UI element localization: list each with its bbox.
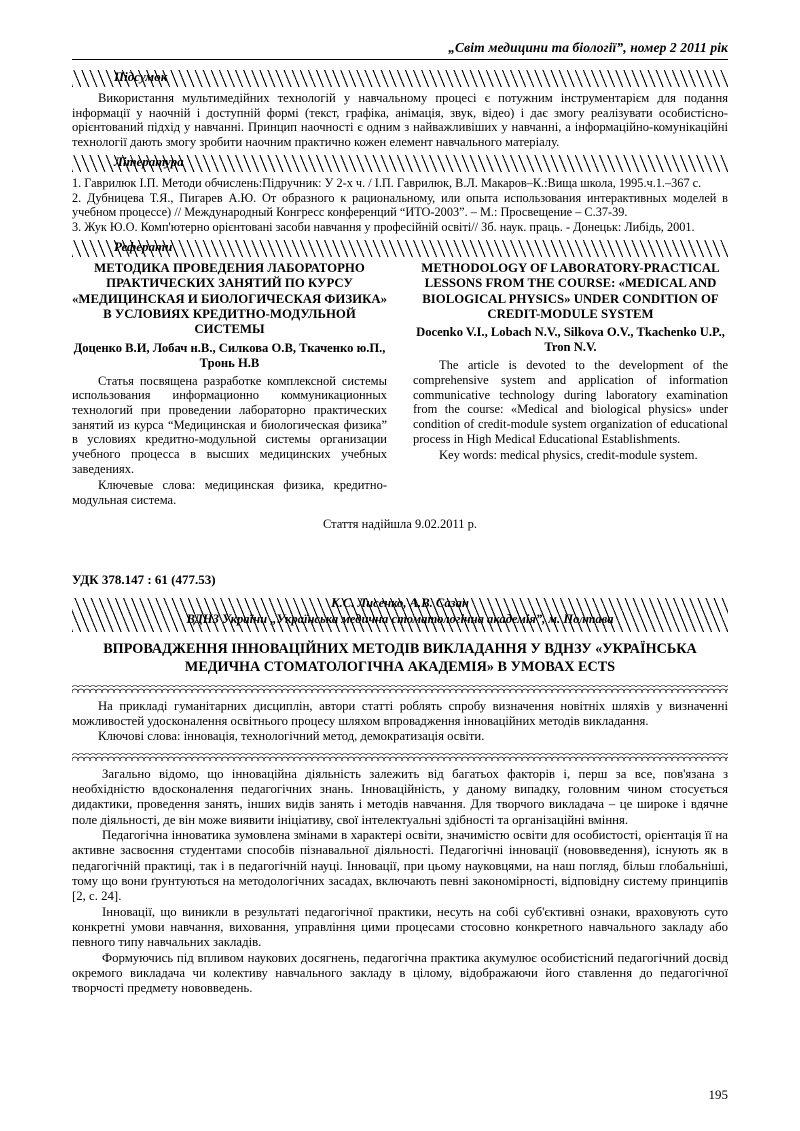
reference-item: 2. Дубницева Т.Я., Пигарев А.Ю. От образного к рациональному, или опыта использования интерактивных моделей в учебном процессе) // Международный Конгресс конференций “ИТО-2003”. – М.: Просвещение – С.37-39. [72,190,728,220]
body-paragraph: Педагогічна інноватика зумовлена змінами в характері освіти, значимістю освіти для особистості, орієнтація її на активне засвоєння студентами способів пізнавальної діяльності. Педагогічні інновації (нововведення), існують як в педагогічній практиці, так і в педагогічній науці. Інновації, при цьому науковцями, на наш погляд, більш глобальніші, тому що вони ґрунтуються на методологічних засадах, включають певні закономірності, відповідну систему принципів [2, с. 24]. [72,828,728,904]
abstract-text-ru: Статья посвящена разработке комплексной системы использования информационно коммуникационных технологий при проведении лабораторно практических занятий из курса “Медицинская и биологическая физика” в условиях кредитно-модульной системы организации учебного процесса в высших медицинских учебных заведениях. [72,373,387,476]
section2-affiliation: ВДНЗ України „Українська медична стоматологічна академія”, м. Полтава [186,612,614,627]
abstracts-heading-label: Реферати [114,238,173,254]
header-rule [72,59,728,60]
page-number: 195 [708,1087,728,1102]
section2-authors: К.С. Лисенко, А.В. Сазан [331,596,469,611]
abstract-keywords-ru: Ключевые слова: медицинская физика, кредитно-модульная система. [72,478,387,507]
abstract-text-en: The article is devoted to the development of the comprehensive system and application of information communicative technology during laboratory examination from the course: «Medical and biological physics» under condition of credit-module system organization of educational process in High Medical Educational Establishments. [413,358,728,446]
abstract-column-en [413,261,728,508]
abstracts-heading-strip [72,240,728,257]
references-heading-label: Література [114,154,184,170]
body-paragraph: Загально відомо, що інноваційна діяльність залежить від багатьох факторів і, перш за все, пов'язана з необхідністю вдосконалення педагогічних знань. Інноваційність, у даному випадку, головним чином стосується дидактики, проведення занять, інших видів занять і методів навчання. Для творчого викладача – це широке і вдячне поле діяльності, де він може виявити ініціативу, свої інтелектуальні здібності та організаційні вміння. [72,766,728,827]
abstract-authors-en: Docenko V.I., Lobach N.V., Silkova O.V., Tkachenko U.P., Tron N.V. [416,325,725,355]
summary-heading-strip [72,70,728,87]
body-paragraph: Формуючись під впливом наукових досягнень, педагогічна практика акумулює особистісний педагогічний досвід окремого викладача чи колективу навчального закладу в цілому, відображаючи його ставлення до педагогічної творчості предмету нововведень. [72,950,728,996]
abstract-title-ru: МЕТОДИКА ПРОВЕДЕНИЯ ЛАБОРАТОРНО ПРАКТИЧЕСКИХ ЗАНЯТИЙ ПО КУРСУ «МЕДИЦИНСКАЯ И БИОЛОГИЧЕСКАЯ ФИЗИКА» В УСЛОВИЯХ КРЕДИТНО-МОДУЛЬНОЙ СИСТЕМЫ [72,260,388,337]
section2-keywords: Ключові слова: інновація, технологічний метод, демократизація освіти. [98,729,485,744]
abstract-authors-ru: Доценко В.И, Лобач н.В., Силкова О.В, Ткаченко ю.П., Тронь Н.В [73,340,386,370]
abstract-column-ru [72,261,387,508]
wave-divider-bottom [72,753,728,761]
reference-item: 3. Жук Ю.О. Комп'ютерно орієнтовані засоби навчання у професійній освіті// Зб. наук. праць. - Донецьк: Либідь, 2001. [72,219,695,234]
reference-list [72,176,728,234]
submitted-date: Стаття надійшла 9.02.2011 р. [323,517,477,532]
section2-lead-block [72,699,728,745]
section2-lead: На прикладі гуманітарних дисциплін, автори статті роблять спробу визначення новітніх шляхів у визначенні можливостей удосконалення освітнього процесу шляхом впровадження інноваційних методів викладання. [72,698,728,729]
udc-code: УДК 378.147 : 61 (477.53) [72,572,216,588]
wave-divider-top [72,685,728,693]
abstract-title-en: METHODOLOGY OF LABORATORY-PRACTICAL LESSONS FROM THE COURSE: «MEDICAL AND BIOLOGICAL PHYSICS» UNDER CONDITION OF CREDIT-MODULE SYSTEM [421,260,720,321]
summary-heading-label: Підсумок [114,69,168,84]
section2-title: ВПРОВАДЖЕННЯ ІННОВАЦІЙНИХ МЕТОДІВ ВИКЛАДАННЯ У ВДНЗУ «УКРАЇНСЬКА МЕДИЧНА СТОМАТОЛОГІЧНА АКАДЕМІЯ» В УМОВАХ ECTS [103,641,697,676]
running-head: „Світ медицини та біології”, номер 2 2011 рік [448,40,728,55]
reference-item: 1. Гаврилюк І.П. Методи обчислень:Підручник: У 2-х ч. / І.П. Гаврилюк, В.Л. Макаров–К.:Вища школа, 1995.ч.1.–367 с. [72,176,702,191]
abstract-columns [72,261,728,508]
abstract-keywords-en: Key words: medical physics, credit-module system. [439,448,698,463]
authors-affiliation-strip [72,598,728,632]
body-paragraph: Інновації, що виникли в результаті педагогічної практики, несуть на собі суб'єктивні ознаки, враховують суто конкретні умови навчання, виховання, управління цими процесами стосовно конкретного навчального закладу або певного типу навчальних закладів. [72,904,728,950]
summary-paragraph: Використання мультимедійних технологій у навчальному процесі є потужним інструментарієм для подання інформації у наочній і доступній формі (текст, графіка, анімація, звук, відео) і дає змогу реалізувати особистісно-орієнтований підхід у навчанні. Принцип наочності є одним з найважливіших у навчанні, а інформаційно-комунікаційні технології дають змогу зробити наочним практично кожен елемент навчального матеріалу. [72,91,728,149]
section2-body [72,767,728,997]
references-heading-strip [72,155,728,172]
